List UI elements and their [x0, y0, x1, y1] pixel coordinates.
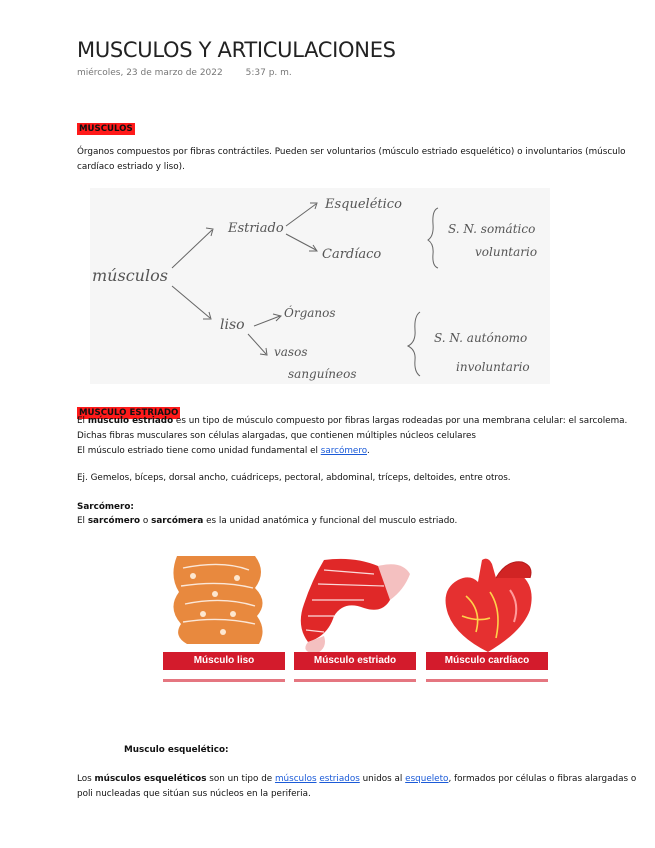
- skeleton-link[interactable]: esqueleto: [405, 774, 449, 784]
- striated-p1-before: El: [77, 416, 88, 426]
- page-timestamp: [77, 68, 292, 78]
- cardiac-muscle-label: Músculo cardíaco: [444, 655, 530, 666]
- page-date: miércoles, 23 de marzo de 2022: [77, 68, 223, 78]
- diagram-arrow: [286, 234, 316, 250]
- diagram-skeletal: Esquelético: [325, 197, 402, 212]
- striated-muscle-illustration: [294, 556, 416, 656]
- handwritten-diagram: [90, 188, 550, 384]
- muscles-link[interactable]: músculos: [274, 774, 317, 784]
- striated-p1-bold: músculo estriado: [87, 416, 174, 426]
- smooth-muscle-illustration: [163, 556, 285, 656]
- sarcomere-link[interactable]: sarcómero: [320, 446, 367, 456]
- heading-skeletal: Musculo esquelético:: [124, 745, 229, 755]
- diagram-branch-smooth: liso: [220, 317, 245, 333]
- striated-p2-before: El músculo estriado tiene como unidad fundamental el: [77, 446, 321, 456]
- sarcomere-bold-1: sarcómero: [87, 516, 141, 526]
- striated-examples: Ej. Gemelos, bíceps, dorsal ancho, cuádriceps, pectoral, abdominal, tríceps, deltoides, entre otros.: [77, 473, 511, 483]
- striated-p2-after: .: [367, 446, 370, 456]
- striated-paragraph: [77, 414, 637, 459]
- cardiac-muscle-label-band: [426, 652, 548, 670]
- muscle-types-image: [163, 556, 548, 700]
- skeletal-t1: Los: [77, 774, 95, 784]
- striated-muscle-label: Músculo estriado: [313, 655, 397, 666]
- diagram-brace: [408, 312, 420, 376]
- page-title: MUSCULOS Y ARTICULACIONES: [77, 38, 396, 62]
- diagram-arrow: [172, 286, 210, 318]
- label-underline: [294, 679, 416, 682]
- sarcomere-bold-2: sarcómera: [151, 516, 204, 526]
- striated-link[interactable]: estriados: [319, 774, 360, 784]
- diagram-organs: Órganos: [284, 306, 336, 320]
- sarcomere-definition: [77, 514, 637, 529]
- diagram-cardiac: Cardíaco: [322, 247, 382, 262]
- diagram-arrow: [172, 230, 212, 268]
- muscles-intro: Órganos compuestos por fibras contráctiles. Pueden ser voluntarios (músculo estriado esquelético) o involuntarios (músculo cardíaco estriado y liso).: [77, 147, 626, 172]
- diagram-arrow: [286, 204, 316, 226]
- diagram-somatic: S. N. somático: [448, 222, 536, 236]
- cardiac-muscle-panel: [426, 556, 548, 688]
- smooth-muscle-panel: [163, 556, 285, 688]
- diagram-voluntary: voluntario: [475, 245, 538, 259]
- skeletal-bold: músculos esqueléticos: [94, 774, 207, 784]
- skeletal-paragraph: [77, 772, 637, 802]
- diagram-root-label: músculos: [92, 266, 168, 285]
- diagram-involuntary: involuntario: [456, 360, 530, 374]
- skeletal-t4: , formados por células o fibras alargadas o poli nucleadas que sitúan sus núcleos en la periferia.: [77, 774, 637, 799]
- diagram-svg: [90, 188, 550, 384]
- diagram-autonomic: S. N. autónomo: [434, 331, 528, 345]
- label-underline: [426, 679, 548, 682]
- sarcomere-t2: o: [140, 516, 152, 526]
- striated-p1-after: es un tipo de músculo compuesto por fibras largas rodeadas por una membrana celular: el sarcolema. Dichas fibras musculares son células alargadas, que contienen múltiples núcleos celulares: [77, 416, 628, 441]
- striated-muscle-panel: [294, 556, 416, 688]
- diagram-vessels-2: sanguíneos: [288, 367, 357, 381]
- page-time: 5:37 p. m.: [245, 68, 292, 78]
- diagram-vessels-1: vasos: [274, 345, 308, 359]
- heading-muscles-wrap: [77, 116, 135, 135]
- diagram-arrow: [248, 334, 266, 354]
- heading-striated: MUSCULO ESTRIADO: [79, 408, 179, 418]
- skeletal-t2: son un tipo de: [206, 774, 275, 784]
- cardiac-muscle-illustration: [426, 556, 548, 656]
- heading-muscles: MUSCULOS: [79, 124, 133, 134]
- skeletal-t3: unidos al: [359, 774, 406, 784]
- heading-sarcomere: Sarcómero:: [77, 502, 134, 512]
- sarcomere-t3: es la unidad anatómica y funcional del musculo estriado.: [203, 516, 458, 526]
- label-underline: [163, 679, 285, 682]
- diagram-branch-striated: Estriado: [228, 221, 284, 236]
- diagram-brace: [428, 208, 438, 268]
- smooth-muscle-label-band: [163, 652, 285, 670]
- smooth-muscle-label: Músculo liso: [193, 655, 255, 666]
- sarcomere-t1: El: [77, 516, 88, 526]
- striated-muscle-label-band: [294, 652, 416, 670]
